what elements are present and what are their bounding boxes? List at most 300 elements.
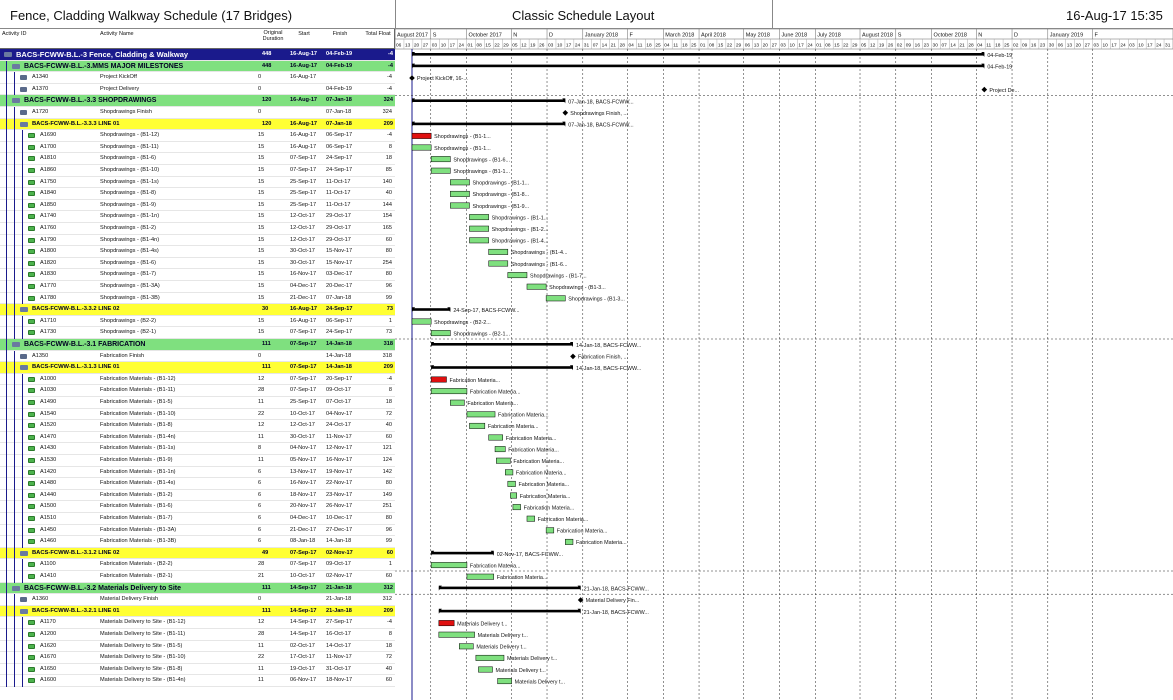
cell-start: 16-Aug-17 (290, 317, 317, 324)
week-label: 06 (396, 43, 402, 49)
cell-finish: 20-Sep-17 (326, 375, 353, 382)
cell-name: Fabrication Materials - (B1-5) (100, 399, 173, 405)
cell-finish: 15-Nov-17 (326, 259, 353, 266)
table-row[interactable] (0, 629, 395, 641)
cell-finish: 16-Nov-17 (326, 457, 353, 463)
cell-finish: 29-Oct-17 (326, 236, 351, 243)
cell-finish: 14-Jan-18 (326, 352, 352, 359)
summary-bar (412, 65, 984, 68)
indent-marker (22, 246, 23, 258)
indent-marker (6, 269, 7, 281)
milestone-marker (982, 87, 988, 93)
table-row[interactable] (0, 641, 395, 653)
table-row[interactable] (0, 235, 395, 247)
wbs-row[interactable] (0, 49, 395, 61)
cell-dur: 111 (262, 341, 271, 347)
indent-marker (22, 200, 23, 212)
wbs-name: BACS-FCWW-B.L.-3.MMS MAJOR MILESTONES (24, 62, 184, 70)
cell-tf: 80 (385, 248, 392, 255)
cell-name: Shopdrawings - (B1-10) (100, 167, 160, 173)
task-icon (28, 388, 35, 393)
month-label: January 2018 (584, 32, 619, 39)
task-icon (28, 620, 35, 625)
cell-dur: 6 (258, 515, 262, 521)
wbs-row[interactable] (0, 304, 395, 316)
task-icon (28, 180, 35, 185)
cell-name: Shopdrawings - (B1-4s) (100, 248, 159, 255)
wbs-name: BACS-FCWW-B.L.-3.3 SHOPDRAWINGS (24, 97, 157, 105)
indent-marker (6, 316, 7, 328)
cell-id: A1450 (40, 526, 57, 533)
bar-label: Shopdrawings - (B2-2... (434, 319, 491, 326)
wbs-row[interactable] (0, 119, 395, 131)
indent-marker (6, 61, 7, 73)
cell-dur: 15 (258, 225, 265, 231)
cell-tf: 60 (385, 573, 392, 579)
week-label: 10 (789, 43, 795, 49)
wbs-row[interactable] (0, 606, 395, 618)
table-row[interactable] (0, 130, 395, 142)
report-datetime: 16-Aug-17 15:35 (1066, 8, 1163, 23)
cell-finish: 21-Jan-18 (326, 607, 352, 614)
table-row[interactable] (0, 153, 395, 165)
cell-start: 10-Oct-17 (290, 573, 315, 579)
cell-finish: 04-Nov-17 (326, 410, 353, 417)
indent-marker (6, 513, 7, 525)
col-activity-id[interactable]: Activity ID (2, 31, 27, 37)
task-bar (459, 644, 473, 649)
indent-marker (22, 374, 23, 386)
indent-marker (14, 130, 15, 142)
table-row[interactable] (0, 72, 395, 84)
wbs-row[interactable] (0, 61, 395, 73)
cell-start: 07-Sep-17 (290, 167, 317, 173)
indent-marker (14, 374, 15, 386)
week-label: 13 (753, 43, 760, 49)
bar-label: Shopdrawings - (B1-8... (472, 192, 530, 199)
wbs-name: BACS-FCWW-B.L.-3.1 FABRICATION (24, 341, 146, 348)
cell-dur: 15 (258, 283, 265, 289)
col-start[interactable]: Start (298, 31, 310, 37)
indent-marker (14, 525, 15, 537)
table-row[interactable] (0, 397, 395, 409)
gantt-chart (395, 29, 1173, 700)
cell-finish: 06-Sep-17 (326, 143, 353, 150)
title-bar (0, 0, 1173, 29)
bar-label: Fabrication Materia... (469, 389, 521, 396)
week-label: 01 (700, 43, 706, 49)
week-label: 11 (673, 43, 679, 49)
cell-id: A1520 (40, 422, 57, 429)
week-label: 27 (422, 43, 429, 49)
table-row[interactable] (0, 536, 395, 548)
wbs-row[interactable] (0, 362, 395, 374)
indent-marker (14, 235, 15, 247)
task-icon (28, 446, 35, 451)
task-icon (28, 226, 35, 231)
cell-finish: 14-Oct-17 (326, 642, 351, 649)
week-label: 29 (503, 43, 509, 49)
column-header (0, 29, 395, 49)
table-row[interactable] (0, 351, 395, 363)
week-label: 03 (1129, 43, 1135, 49)
bar-label: 04-Feb-19 (987, 64, 1013, 71)
cell-dur: 15 (258, 167, 265, 173)
folder-icon (12, 64, 20, 69)
indent-marker (6, 385, 7, 397)
indent-marker (22, 409, 23, 421)
indent-marker (14, 84, 15, 96)
cell-start: 07-Sep-17 (290, 364, 317, 371)
cell-start: 25-Sep-17 (290, 201, 317, 208)
indent-marker (6, 165, 7, 177)
bar-label: Materials Delivery t... (457, 621, 508, 628)
table-row[interactable] (0, 571, 395, 583)
indent-marker (6, 246, 7, 258)
wbs-row[interactable] (0, 95, 395, 107)
cell-dur: 15 (258, 329, 265, 336)
indent-marker (14, 548, 15, 560)
table-row[interactable] (0, 409, 395, 421)
week-label: 26 (539, 43, 545, 49)
month-label: August 2017 (397, 32, 428, 39)
month-label: May 2018 (745, 32, 770, 39)
indent-marker (22, 501, 23, 513)
indent-marker (6, 490, 7, 502)
cell-id: A1000 (40, 375, 57, 382)
cell-dur: 12 (258, 422, 265, 429)
cell-tf: -4 (387, 619, 392, 626)
cell-tf: 324 (383, 97, 393, 104)
cell-name: Shopdrawings - (B1-2) (100, 225, 156, 231)
summary-bar (431, 552, 494, 555)
indent-marker (14, 490, 15, 502)
cell-tf: 251 (382, 503, 392, 510)
week-label: 17 (565, 43, 572, 49)
cell-name: Fabrication Materials - (B1-1s) (100, 445, 176, 452)
month-label: N (978, 32, 983, 39)
indent-marker (6, 327, 7, 339)
bar-label: 14-Jan-18, BACS-FCWW... (575, 343, 642, 349)
cell-start: 30-Oct-17 (290, 248, 315, 255)
table-row[interactable] (0, 211, 395, 223)
bar-label: Fabrication Materia... (505, 435, 557, 442)
week-label: 12 (521, 43, 527, 49)
cell-name: Shopdrawings - (B1-11) (100, 143, 159, 150)
cell-dur: 28 (258, 561, 265, 568)
cell-finish: 10-Dec-17 (326, 515, 353, 521)
cell-id: A1100 (40, 561, 56, 568)
table-row[interactable] (0, 293, 395, 305)
cell-dur: 15 (258, 155, 265, 162)
task-icon (28, 678, 35, 683)
table-row[interactable] (0, 420, 395, 432)
cell-name: Materials Delivery to Site - (B1-10) (100, 654, 186, 661)
wbs-row[interactable] (0, 339, 395, 351)
cell-start: 16-Aug-17 (290, 120, 318, 127)
milestone-marker (570, 354, 576, 360)
indent-marker (6, 293, 7, 305)
table-row[interactable] (0, 501, 395, 513)
cell-id: A1820 (40, 259, 57, 266)
week-label: 21 (959, 43, 965, 49)
week-label: 01 (467, 43, 473, 49)
table-row[interactable] (0, 269, 395, 281)
wbs-name: BACS-FCWW-B.L.-3.1.2 LINE 02 (32, 549, 120, 556)
col-finish[interactable]: Finish (332, 31, 348, 37)
week-label: 04 (664, 43, 670, 49)
cell-name: Fabrication Materials - (B1-8) (100, 422, 173, 429)
table-row[interactable] (0, 525, 395, 537)
indent-marker (22, 490, 23, 502)
cell-tf: -4 (387, 74, 392, 81)
table-row[interactable] (0, 478, 395, 490)
cell-start: 05-Nov-17 (290, 457, 317, 463)
table-row[interactable] (0, 617, 395, 629)
week-label: 30 (1048, 43, 1055, 49)
cell-id: A1470 (40, 433, 57, 440)
week-label: 17 (798, 43, 804, 49)
cell-tf: 8 (388, 387, 392, 394)
cell-finish: 27-Sep-17 (326, 619, 353, 626)
table-row[interactable] (0, 652, 395, 664)
bar-label: 21-Jan-18, BACS-FCWW... (583, 609, 649, 616)
table-row[interactable] (0, 316, 395, 328)
month-label: October 2018 (933, 32, 967, 39)
summary-bar (431, 343, 573, 346)
cell-tf: 60 (385, 433, 392, 440)
cell-dur: 22 (258, 654, 265, 661)
cell-start: 02-Oct-17 (290, 642, 315, 649)
task-icon (28, 574, 35, 579)
cell-dur: 28 (258, 387, 265, 394)
week-label: 06 (744, 43, 751, 49)
cell-tf: 324 (382, 109, 392, 115)
task-bar (431, 562, 467, 567)
table-row[interactable] (0, 443, 395, 455)
cell-id: A1530 (40, 457, 57, 463)
cell-dur: 11 (258, 433, 264, 440)
cell-id: A1420 (40, 468, 57, 475)
cell-tf: 149 (382, 491, 392, 498)
cell-id: A1840 (40, 190, 57, 197)
cell-tf: 73 (385, 329, 392, 336)
indent-marker (6, 397, 7, 409)
table-row[interactable] (0, 455, 395, 467)
table-row[interactable] (0, 490, 395, 502)
table-row[interactable] (0, 258, 395, 270)
cell-tf: 121 (382, 445, 392, 452)
table-row[interactable] (0, 142, 395, 154)
table-row[interactable] (0, 467, 395, 479)
week-label: 22 (843, 43, 849, 49)
cell-start: 12-Oct-17 (290, 213, 315, 220)
indent-marker (6, 362, 7, 374)
bar-label: Fabrication Materia... (469, 563, 521, 570)
table-row[interactable] (0, 559, 395, 571)
cell-start: 14-Sep-17 (290, 619, 317, 626)
week-label: 18 (682, 43, 688, 49)
week-label: 03 (548, 43, 554, 49)
cell-id: A1740 (40, 213, 57, 220)
task-bar (469, 423, 484, 428)
table-row[interactable] (0, 223, 395, 235)
indent-marker (14, 594, 15, 606)
table-row[interactable] (0, 177, 395, 189)
task-icon (28, 516, 35, 521)
cell-start: 16-Aug-17 (290, 132, 317, 139)
bar-label: Fabrication Materia... (537, 517, 589, 523)
cell-id: A1810 (40, 155, 57, 162)
bar-label: 14-Jan-18, BACS-FCWW... (575, 366, 642, 373)
cell-start: 10-Oct-17 (290, 410, 315, 417)
week-label: 09 (1021, 43, 1028, 49)
table-row[interactable] (0, 327, 395, 339)
indent-marker (6, 409, 7, 421)
cell-dur: 15 (258, 201, 265, 208)
bar-label: 24-Sep-17, BACS-FCWW... (453, 308, 520, 315)
task-bar (431, 330, 450, 335)
cell-finish: 21-Jan-18 (326, 596, 352, 603)
critical-task-bar (412, 133, 431, 138)
cell-start: 06-Nov-17 (290, 677, 317, 684)
cell-dur: 49 (262, 549, 269, 556)
cell-tf: -4 (387, 85, 392, 92)
cell-id: A1490 (40, 399, 57, 405)
indent-marker (14, 606, 15, 618)
cell-dur: 15 (258, 178, 265, 185)
week-label: 16 (914, 43, 921, 49)
indent-marker (6, 235, 7, 247)
cell-name: Shopdrawings - (B2-1) (100, 329, 156, 336)
table-row[interactable] (0, 374, 395, 386)
cell-start: 14-Sep-17 (290, 607, 317, 614)
week-label: 17 (1111, 43, 1117, 49)
cell-dur: 15 (258, 190, 265, 197)
table-row[interactable] (0, 594, 395, 606)
indent-marker (14, 188, 15, 200)
cell-dur: 15 (258, 213, 265, 220)
bar-label: Shopdrawings - (B1-3... (568, 296, 625, 303)
col-original-duration[interactable]: Original Duration (262, 30, 284, 42)
cell-name: Shopdrawings - (B1-3A) (100, 283, 160, 289)
cell-id: A1370 (32, 85, 49, 92)
week-label: 03 (431, 43, 438, 49)
table-row[interactable] (0, 84, 395, 96)
bar-label: Fabrication Materia... (523, 505, 575, 512)
table-row[interactable] (0, 675, 395, 687)
cell-dur: 111 (262, 364, 271, 371)
indent-marker (22, 223, 23, 235)
cell-name: Shopdrawings - (B2-2) (100, 317, 156, 324)
task-icon (28, 435, 35, 440)
cell-start: 21-Dec-17 (290, 294, 317, 301)
table-row[interactable] (0, 513, 395, 525)
cell-finish: 02-Nov-17 (326, 573, 353, 579)
week-label: 21 (610, 43, 616, 49)
indent-marker (22, 652, 23, 664)
task-icon (28, 470, 35, 475)
table-row[interactable] (0, 188, 395, 200)
indent-marker (6, 374, 7, 386)
cell-finish: 16-Oct-17 (326, 631, 351, 637)
indent-marker (22, 525, 23, 537)
cell-dur: 15 (258, 271, 265, 278)
bar-label: Shopdrawings - (B1-1... (434, 145, 491, 152)
cell-tf: 18 (385, 399, 392, 405)
wbs-row[interactable] (0, 548, 395, 560)
task-bar (505, 470, 513, 475)
table-row[interactable] (0, 200, 395, 212)
week-label: 14 (950, 43, 956, 49)
indent-marker (14, 385, 15, 397)
table-row[interactable] (0, 165, 395, 177)
indent-marker (14, 455, 15, 467)
cell-start: 16-Aug-17 (290, 62, 318, 69)
bar-label: Material Delivery Fin... (585, 598, 640, 605)
bar-label: 04-Feb-19 (987, 53, 1013, 59)
month-label: August 2018 (862, 32, 893, 39)
table-row[interactable] (0, 246, 395, 258)
cell-id: A1690 (40, 132, 57, 139)
col-activity-name[interactable]: Activity Name (100, 31, 134, 37)
table-row[interactable] (0, 107, 395, 119)
cell-tf: 254 (382, 259, 392, 266)
indent-marker (6, 142, 7, 154)
cell-id: A1700 (40, 143, 57, 150)
indent-marker (6, 72, 7, 84)
month-label: July 2018 (817, 32, 841, 39)
task-icon (28, 145, 35, 150)
week-label: 30 (932, 43, 938, 49)
task-bar (469, 238, 488, 243)
table-row[interactable] (0, 385, 395, 397)
cell-name: Fabrication Materials - (B1-3B) (100, 538, 177, 545)
bar-label: Shopdrawings - (B1-4... (510, 250, 568, 257)
cell-id: A1750 (40, 178, 57, 185)
indent-marker (14, 200, 15, 212)
cell-dur: 15 (258, 236, 265, 243)
bar-label: Materials Delivery t... (514, 679, 565, 686)
cell-name: Shopdrawings - (B1-1s) (100, 178, 159, 185)
wbs-row[interactable] (0, 583, 395, 595)
cell-start: 04-Dec-17 (290, 283, 317, 289)
col-total-float[interactable]: Total Float (365, 31, 391, 37)
task-icon (28, 249, 35, 254)
indent-marker (6, 548, 7, 560)
cell-finish: 11-Nov-17 (326, 654, 352, 661)
week-label: 26 (887, 43, 894, 49)
cell-tf: 99 (385, 294, 392, 301)
indent-marker (22, 397, 23, 409)
cell-tf: 1 (388, 561, 392, 568)
week-label: 15 (717, 43, 724, 49)
indent-marker (6, 258, 7, 270)
cell-finish: 15-Nov-17 (326, 248, 353, 255)
table-row[interactable] (0, 281, 395, 293)
table-row[interactable] (0, 664, 395, 676)
cell-name: Fabrication Materials - (B2-2) (100, 561, 173, 568)
bar-label: Fabrication Materia... (508, 447, 559, 454)
cell-start: 16-Aug-17 (290, 74, 317, 81)
cell-dur: 111 (262, 607, 271, 614)
task-icon (28, 493, 35, 498)
cell-finish: 14-Jan-18 (326, 538, 352, 545)
indent-marker (22, 455, 23, 467)
cell-start: 07-Sep-17 (290, 155, 317, 162)
cell-name: Fabrication Materials - (B1-4s) (100, 480, 176, 487)
table-row[interactable] (0, 432, 395, 444)
